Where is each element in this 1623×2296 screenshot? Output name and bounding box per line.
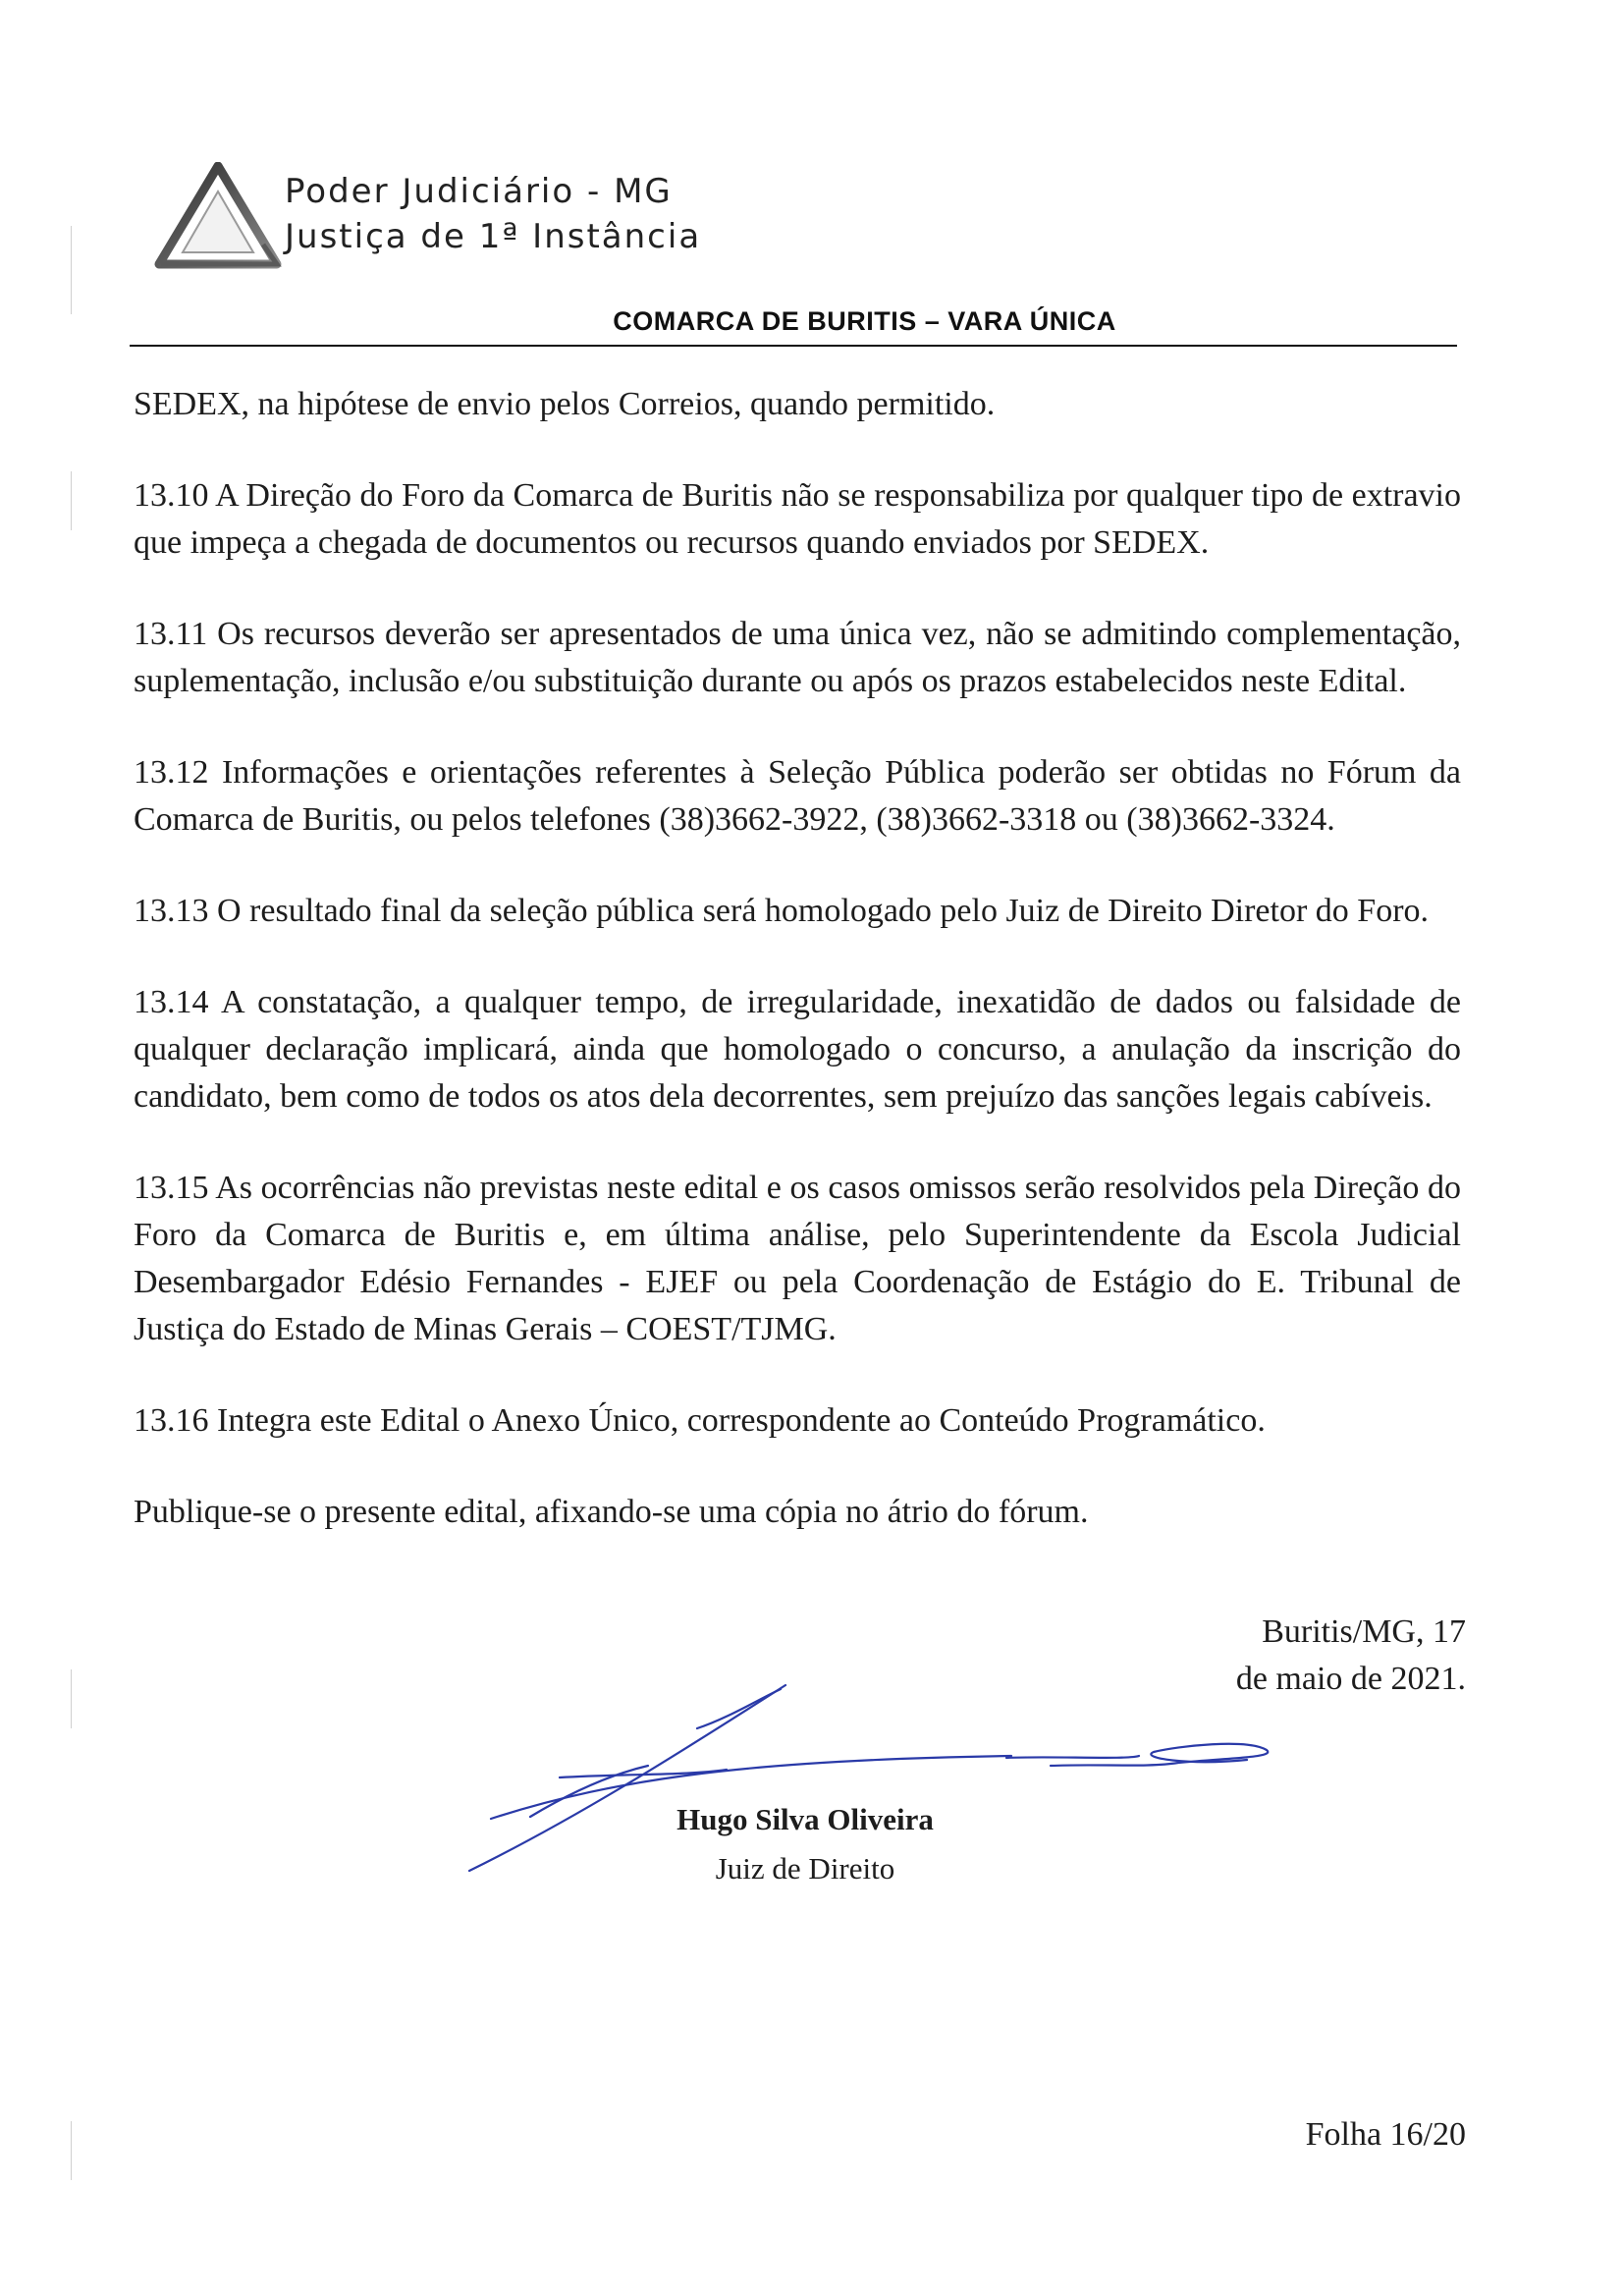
publication-order: Publique-se o presente edital, afixando-se uma cópia no átrio do fórum. (134, 1494, 1089, 1530)
paragraph-13-16: 13.16 Integra este Edital o Anexo Único, correspondente ao Conteúdo Programático. (134, 1402, 1266, 1439)
scan-mark (71, 1669, 72, 1728)
judiciary-triangle-logo (147, 162, 285, 272)
scan-mark (71, 226, 72, 314)
page-folio: Folha 16/20 (1305, 2116, 1466, 2153)
place-date-line-2: de maio de 2021. (1235, 1661, 1466, 1697)
signer-role: Juiz de Direito (715, 1851, 895, 1886)
paragraph-13-13: 13.13 O resultado final da seleção pública será homologado pelo Juiz de Direito Diretor do Foro. (134, 893, 1430, 929)
paragraph-13-15: 13.15 As ocorrências não previstas neste edital e os casos omissos serão resolvidos pela Direção do Foro da Comarca de Buritis e, em última análise, pelo Superintendente da Escola Judicial Desembargador Edésio Fernandes - EJEF ou pela Coordenação de Estágio do E. Tribunal de Justiça do Estado de Minas Gerais – COEST/TJMG. (134, 1170, 1461, 1347)
paragraph-13-12: 13.12 Informações e orientações referentes à Seleção Pública poderão ser obtidas no Fórum da Comarca de Buritis, ou pelos telefones (38)3662-3922, (38)3662-3318 ou (38)3662-3324. (134, 754, 1461, 838)
org-line-1: Poder Judiciário - MG (285, 172, 673, 211)
paragraph-13-11: 13.11 Os recursos deverão ser apresentados de uma única vez, não se admitindo complementação, suplementação, inclusão e/ou substituição durante ou após os prazos estabelecidos neste Edital. (134, 616, 1461, 699)
paragraph-continuation: SEDEX, na hipótese de envio pelos Correios, quando permitido. (134, 386, 996, 422)
scan-mark (71, 471, 72, 530)
paragraph-13-10: 13.10 A Direção do Foro da Comarca de Buritis não se responsabiliza por qualquer tipo de extravio que impeça a chegada de documentos ou recursos quando enviados por SEDEX. (134, 477, 1461, 561)
org-line-2: Justiça de 1ª Instância (285, 217, 702, 256)
header-divider (130, 345, 1457, 347)
court-title (0, 306, 1623, 337)
scan-mark (71, 2121, 72, 2180)
court-title-text: COMARCA DE BURITIS – VARA ÚNICA (613, 306, 1116, 336)
org-name (285, 169, 701, 259)
signer-name: Hugo Silva Oliveira (676, 1802, 934, 1836)
paragraph-13-14: 13.14 A constatação, a qualquer tempo, de irregularidade, inexatidão de dados ou falsidade de qualquer declaração implicará, ainda que homologado o concurso, a anulação da inscrição do candidato, bem como de todos os atos dela decorrentes, sem prejuízo das sanções legais cabíveis. (134, 984, 1461, 1115)
place-date-line-1: Buritis/MG, 17 (1262, 1613, 1466, 1650)
signer-block (658, 1795, 952, 1893)
document-body (134, 381, 1461, 1536)
